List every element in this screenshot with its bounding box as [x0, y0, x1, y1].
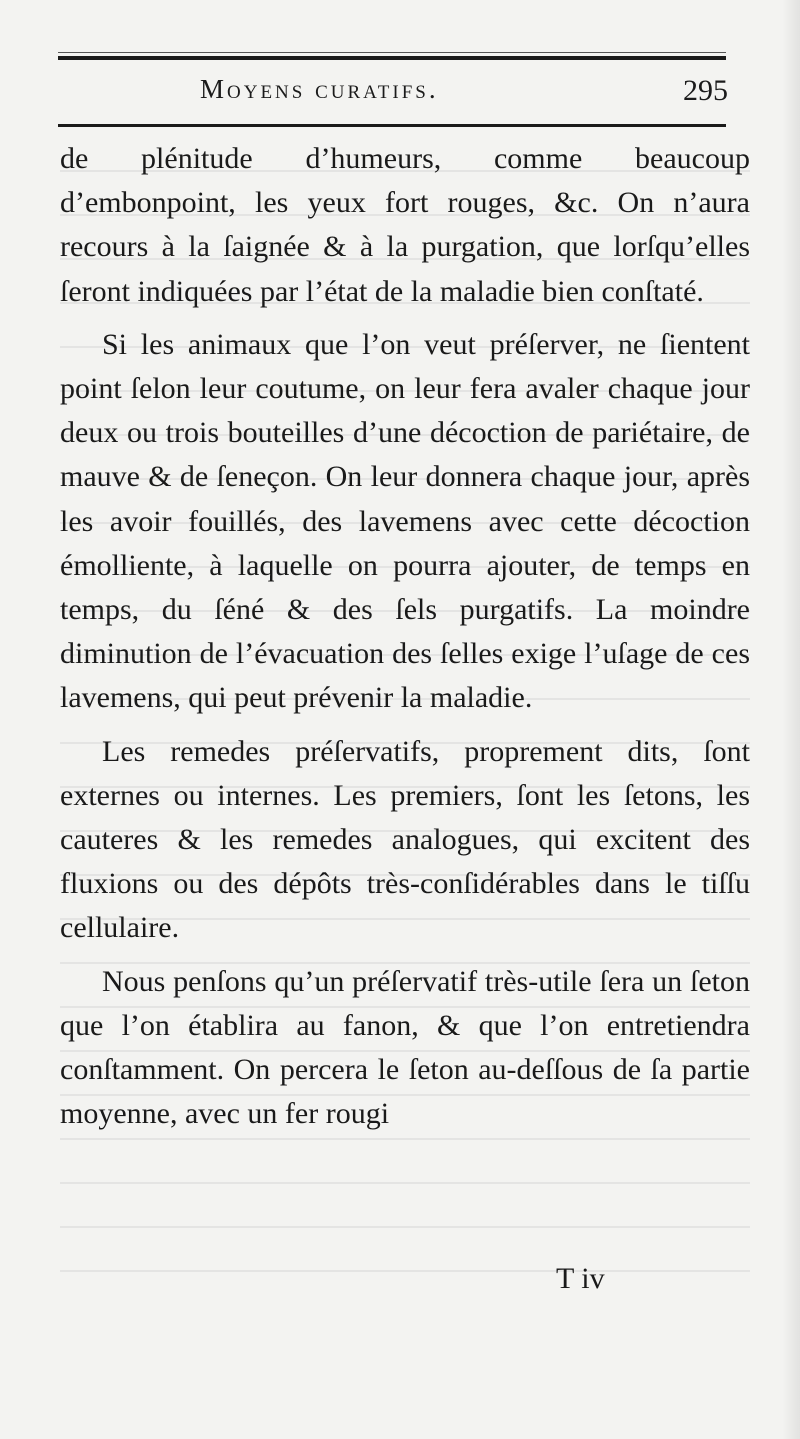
page-edge-shadow	[782, 0, 800, 1439]
top-thin-rule	[58, 52, 726, 53]
page-number: 295	[683, 74, 728, 107]
paragraph-1: de plénitude d’humeurs, comme beaucoup d’embonpoint, les yeux fort rouges, &c. On n’aura recours à la ſaignée & à la purgation, que lorſqu’elles ſeront indiquées par l’état de la maladie bien conſtaté.	[60, 142, 750, 308]
top-rule	[58, 56, 726, 60]
body-text	[60, 137, 750, 1136]
page-header	[60, 68, 728, 118]
header-rule	[58, 124, 726, 127]
signature-mark: T iv	[556, 1262, 605, 1295]
paragraph-3: Les remedes préſervatifs, proprement dits, ſont externes ou internes. Les premiers, ſont les ſetons, les cauteres & les remedes analogues, qui excitent des fluxions ou des dépôts très-conſidérables dans le tiſſu cellulaire.	[60, 734, 750, 945]
paragraph-2: Si les animaux que l’on veut préſerver, ne ſientent point ſelon leur coutume, on leur fera avaler chaque jour deux ou trois bouteilles d’une décoction de pariétaire, de mauve & de ſeneçon. On leur donnera chaque jour, après les avoir fouillés, des lavemens avec cette décoction émolliente, à laquelle on pourra ajouter, de temps en temps, du ſéné & des ſels purgatifs. La moindre diminution de l’évacuation des ſelles exige l’uſage de ces lavemens, qui peut prévenir la maladie.	[60, 327, 750, 715]
paragraph-4: Nous penſons qu’un préſervatif très-utile ſera un ſeton que l’on établira au fanon, & que l’on entretiendra conſtamment. On percera le ſeton au-deſſous de ſa partie moyenne, avec un fer rougi	[60, 964, 750, 1131]
running-head: Moyens curatifs.	[200, 74, 439, 104]
